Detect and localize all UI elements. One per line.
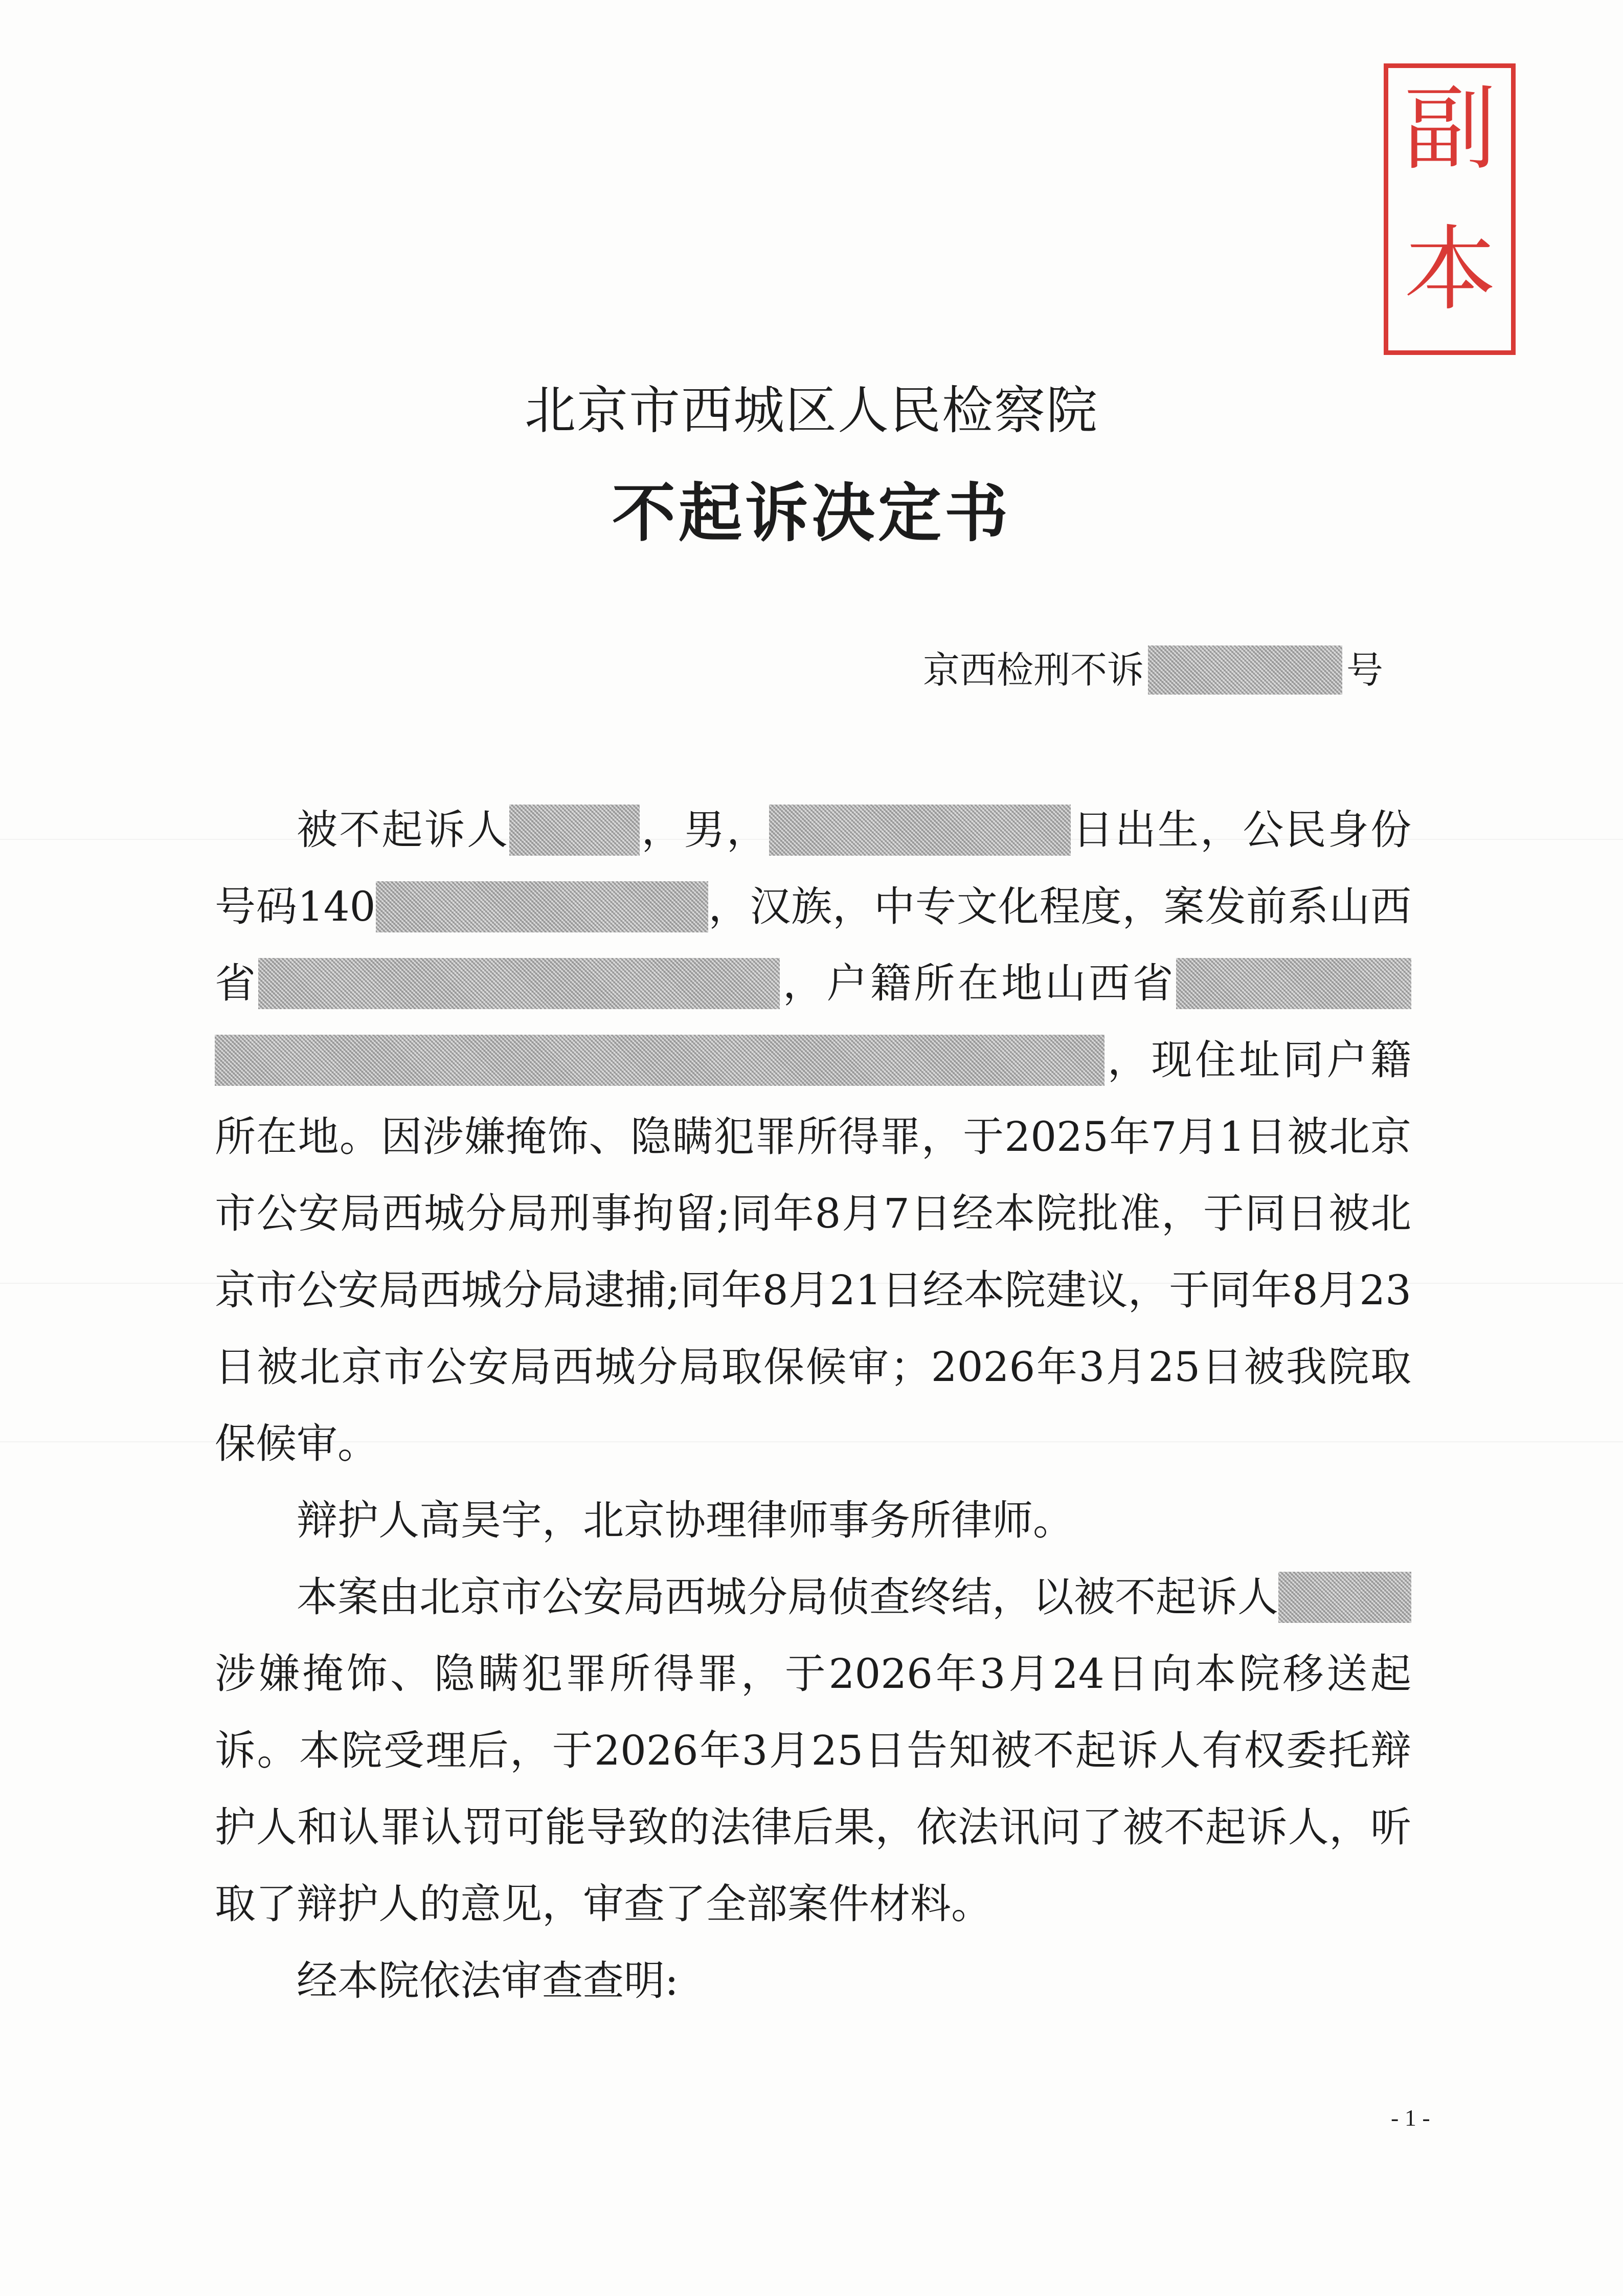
copy-stamp xyxy=(1384,63,1516,355)
document-body xyxy=(215,792,1411,2019)
paragraph-findings-intro: 经本院依法审查查明: xyxy=(297,1957,679,2004)
redacted-address xyxy=(1176,958,1411,1009)
text-run: ，现住址同户籍所在地。因涉嫌掩饰、隐瞒犯罪所得罪，于2025年7月1日被北京市公安局西城分局刑事拘留;同年8月7日经本院批准，于同日被北京市公安局西城分局逮捕;同年8月21日经本院建议，于同年8月23日被北京市公安局西城分局取保候审；2026年3月25日被我院取保候审。 xyxy=(215,1036,1411,1467)
text-run: ，男， xyxy=(640,806,770,854)
text-run: 被不起诉人 xyxy=(297,806,510,854)
stamp-char: 本 xyxy=(1404,216,1496,323)
redacted-id-number xyxy=(376,881,708,932)
paragraph-case-transfer xyxy=(215,1559,1411,1943)
text-run: ，汉族，中专文化程度，案发前系山西省 xyxy=(215,883,1412,1007)
text-run: ，户籍所在地山西省 xyxy=(780,960,1177,1007)
redacted-address xyxy=(215,1035,1104,1086)
text-run: 涉嫌掩饰、隐瞒犯罪所得罪，于2026年3月24日向本院移送起诉。本院受理后，于2026年3月25日告知被不起诉人有权委托辩护人和认罪认罚可能导致的法律后果，依法讯问了被不起诉人，听取了辩护人的意见，审查了全部案件材料。 xyxy=(215,1650,1411,1928)
document-number xyxy=(923,645,1383,695)
paragraph-defendant-info xyxy=(215,792,1411,1482)
redacted-name xyxy=(509,805,640,856)
document-number-prefix: 京西检刑不诉 xyxy=(923,649,1144,692)
redacted-name xyxy=(1360,1572,1411,1623)
page-number: - 1 - xyxy=(1391,2105,1430,2131)
text-run: 日出生，公民身份号码140 xyxy=(215,806,1412,930)
redacted-number xyxy=(1148,645,1342,695)
redacted-employer xyxy=(258,958,780,1009)
redacted-name xyxy=(1278,1572,1360,1623)
stamp-char: 副 xyxy=(1404,76,1496,183)
document-title: 不起诉决定书 xyxy=(612,477,1011,550)
redacted-birthdate xyxy=(769,805,1071,856)
document-number-suffix: 号 xyxy=(1346,649,1384,692)
paragraph-defender: 辩护人高昊宇，北京协理律师事务所律师。 xyxy=(297,1497,1074,1544)
organization-name: 北京市西城区人民检察院 xyxy=(525,381,1098,440)
text-run: 本案由北京市公安局西城分局侦查终结，以被不起诉人 xyxy=(297,1573,1278,1621)
